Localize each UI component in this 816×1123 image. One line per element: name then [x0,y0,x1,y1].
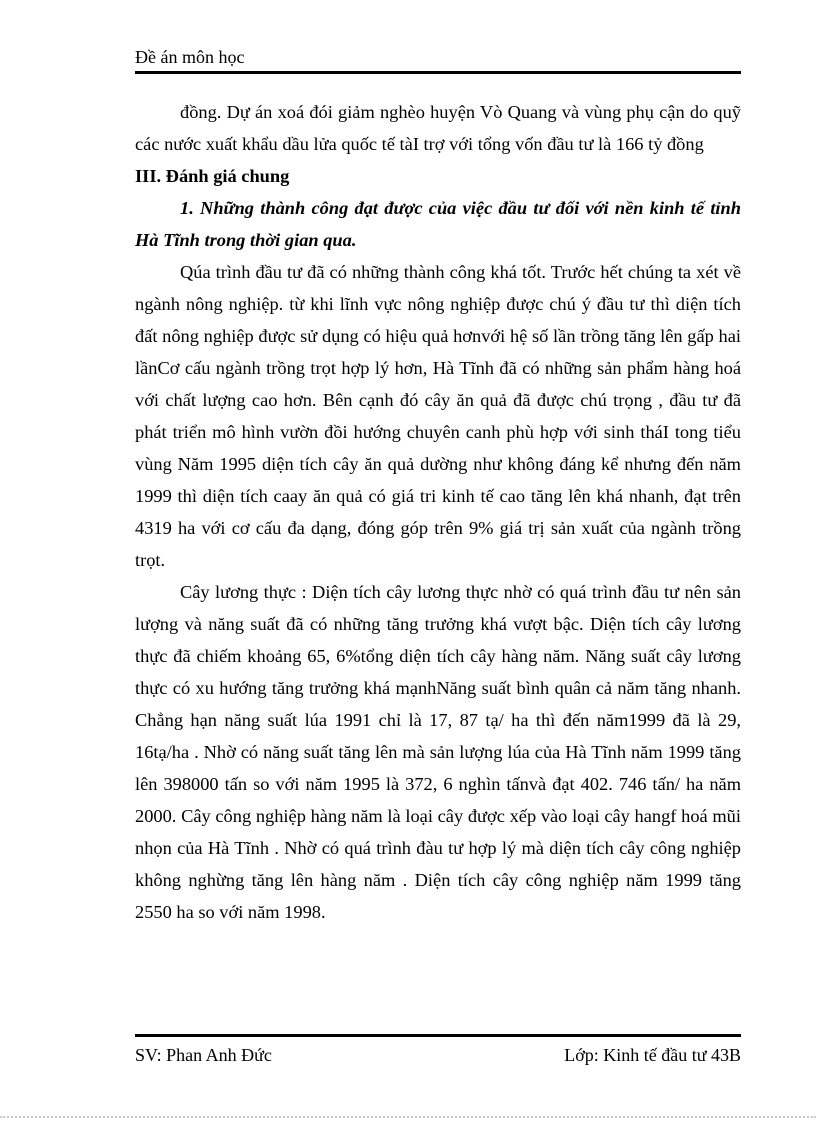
page-header [135,44,741,74]
agriculture-paragraph: Qúa trình đầu tư đã có những thành công khá tốt. Trước hết chúng ta xét về ngành nông nghiệp. từ khi lĩnh vực nông nghiệp được chú ý đầu tư thì diện tích đất nông nghiệp được sử dụng có hiệu quả hơnvới hệ số lần trồng tăng lên gấp hai lầnCơ cấu ngành trồng trọt hợp lý hơn, Hà Tĩnh đã có những sản phẩm hàng hoá với chất lượng cao hơn. Bên cạnh đó cây ăn quả đã được chú trọng , đầu tư đã phát triển mô hình vườn đồi hướng chuyên canh phù hợp với sinh tháI tong tiểu vùng Năm 1995 diện tích cây ăn quả dường như không đáng kể nhưng đến năm 1999 thì diện tích caay ăn quả có giá tri kinh tế cao tăng lên khá nhanh, đạt trên 4319 ha với cơ cấu đa dạng, đóng góp trên 9% giá trị sản xuất của ngành trồng trọt. [135,262,741,570]
food-crops-paragraph: Cây lương thực : Diện tích cây lương thực nhờ có quá trình đầu tư nên sản lượng và năng suất đã có những tăng trưởng khá vượt bậc. Diện tích cây lương thực đã chiếm khoảng 65, 6%tổng diện tích cây hàng năm. Năng suất cây lương thực có xu hướng tăng trưởng khá mạnhNăng suất bình quân cả năm tăng nhanh. Chẳng hạn năng suất lúa 1991 chỉ là 17, 87 tạ/ ha thì đến năm1999 đã là 29, 16tạ/ha . Nhờ có năng suất tăng lên mà sản lượng lúa của Hà Tĩnh năm 1999 tăng lên 398000 tấn so với năm 1995 là 372, 6 nghìn tấnvà đạt 402. 746 tấn/ ha năm 2000. Cây công nghiệp hàng năm là loại cây được xếp vào loại cây hangf hoá mũi nhọn của Hà Tĩnh . Nhờ có quá trình đàu tư hợp lý mà diện tích cây công nghiệp không nghừng tăng lên hàng năm . Diện tích cây công nghiệp năm 1999 tăng 2550 ha so với năm 1998. [135,582,741,922]
intro-paragraph: đồng. Dự án xoá đói giảm nghèo huyện Vò Quang và vùng phụ cận do quỹ các nước xuất khẩu dầu lửa quốc tế tàI trợ với tổng vốn đầu tư là 166 tỷ đồng [135,102,741,154]
subsection-heading: 1. Những thành công đạt được của việc đầu tư đối với nền kinh tế tỉnh Hà Tĩnh trong thời gian qua. [135,198,741,250]
header-title: Đề án môn học [135,47,245,67]
footer-student-name: SV: Phan Anh Đức [135,1045,272,1065]
document-body [135,96,741,928]
section-heading: III. Đánh giá chung [135,166,290,186]
page-boundary-separator [0,1116,816,1118]
page-footer [135,1034,741,1066]
footer-class-name: Lớp: Kinh tế đầu tư 43B [564,1045,741,1065]
